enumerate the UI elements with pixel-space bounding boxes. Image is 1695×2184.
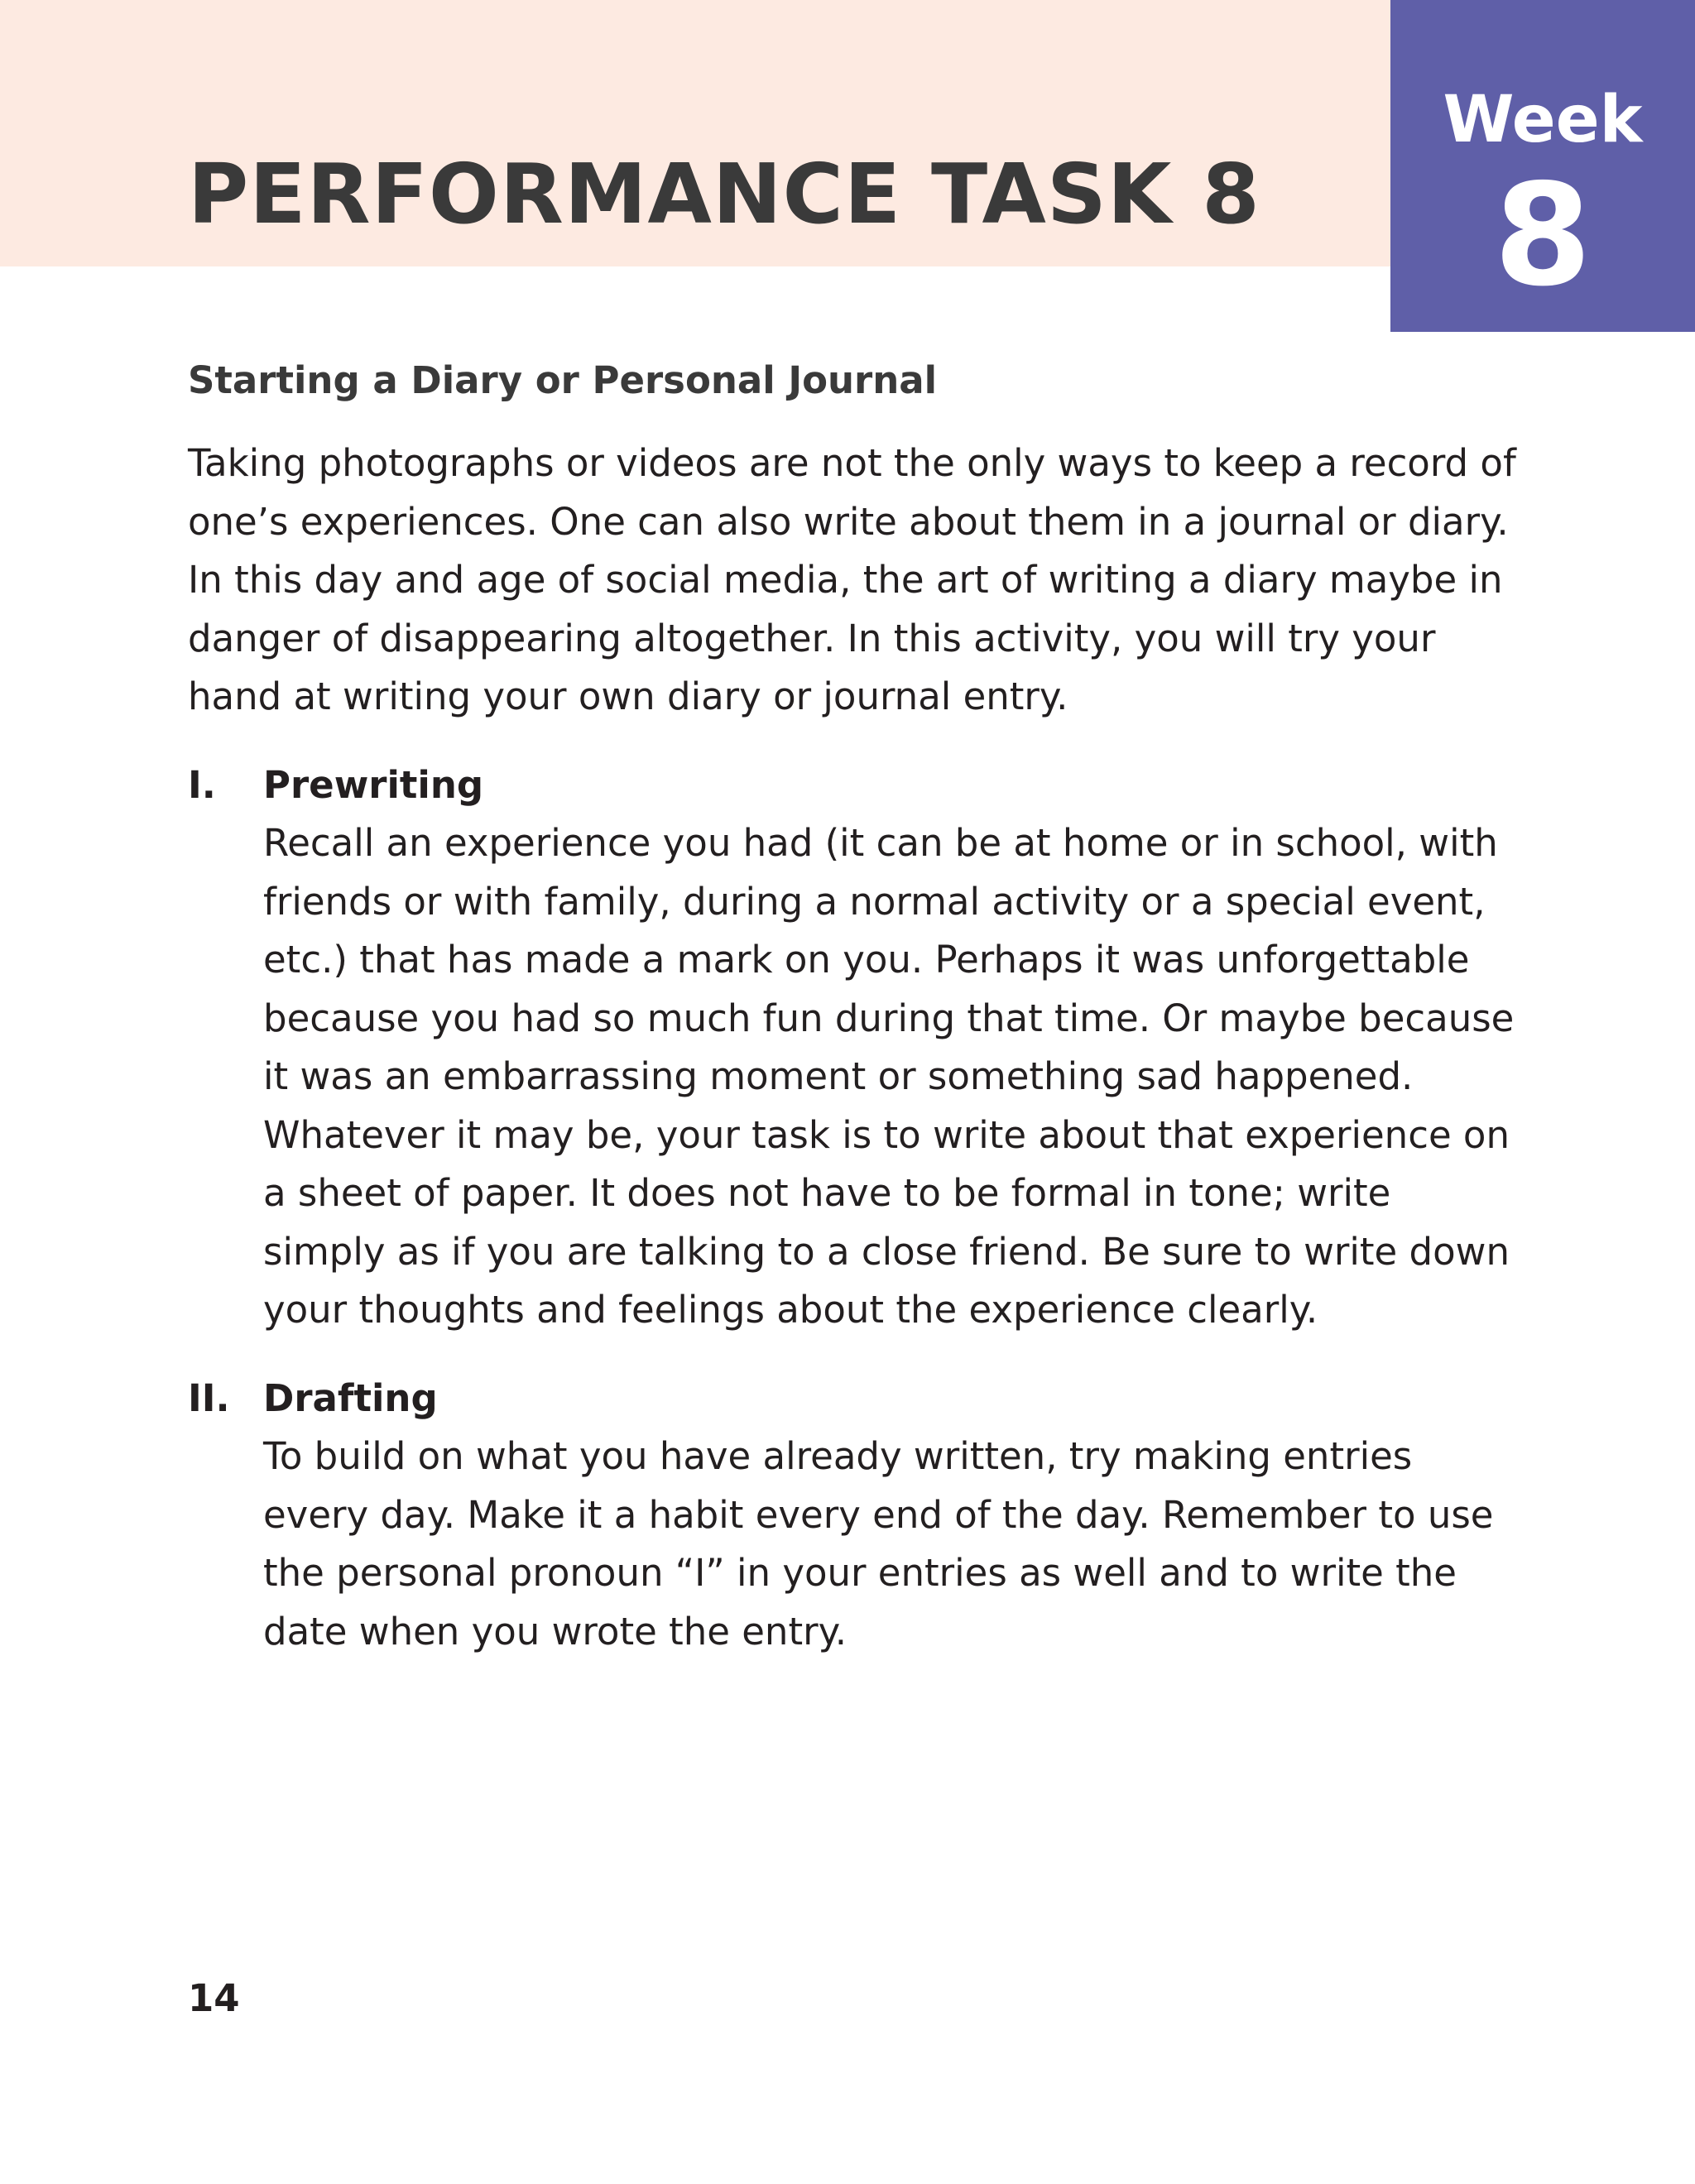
- week-number: 8: [1493, 154, 1592, 318]
- content-area: [188, 352, 1520, 1661]
- intro-paragraph: Taking photographs or videos are not the only ways to keep a record of one’s experiences. One can also write about them in a journal or diary. In this day and age of social media, the art of writing a diary maybe in danger of disappearing altogether. In this activity, you will try your hand at writing your own diary or journal entry.: [188, 441, 1516, 718]
- page-number: 14: [188, 1976, 240, 2020]
- page-title: PERFORMANCE TASK 8: [188, 146, 1260, 242]
- section-heading: Drafting: [263, 1375, 438, 1420]
- section-numeral: I.: [188, 762, 216, 807]
- section-subtitle: Starting a Diary or Personal Journal: [188, 358, 938, 402]
- section-numeral: II.: [188, 1375, 230, 1420]
- section-drafting: [188, 1370, 1520, 1662]
- section-heading: Prewriting: [263, 762, 484, 807]
- section-body: Recall an experience you had (it can be at home or in school, with friends or with family, during a normal activity or a special event, etc.) that has made a mark on you. Perhaps it was unforgettable because you had so much fun during that time. Or maybe because it was an embarrassing moment or something sad happened. Whatever it may be, your task is to write about that experience on a sheet of paper. It does not have to be formal in tone; write simply as if you are talking to a close friend. Be sure to write down your thoughts and feelings about the experience clearly.: [263, 821, 1515, 1332]
- section-prewriting: [188, 756, 1520, 1340]
- week-badge: [1390, 0, 1695, 332]
- week-label: Week: [1443, 83, 1643, 157]
- section-body: To build on what you have already written, try making entries every day. Make it a habit every end of the day. Remember to use the personal pronoun “I” in your entries as well and to write the date when you wrote the entry.: [263, 1434, 1494, 1654]
